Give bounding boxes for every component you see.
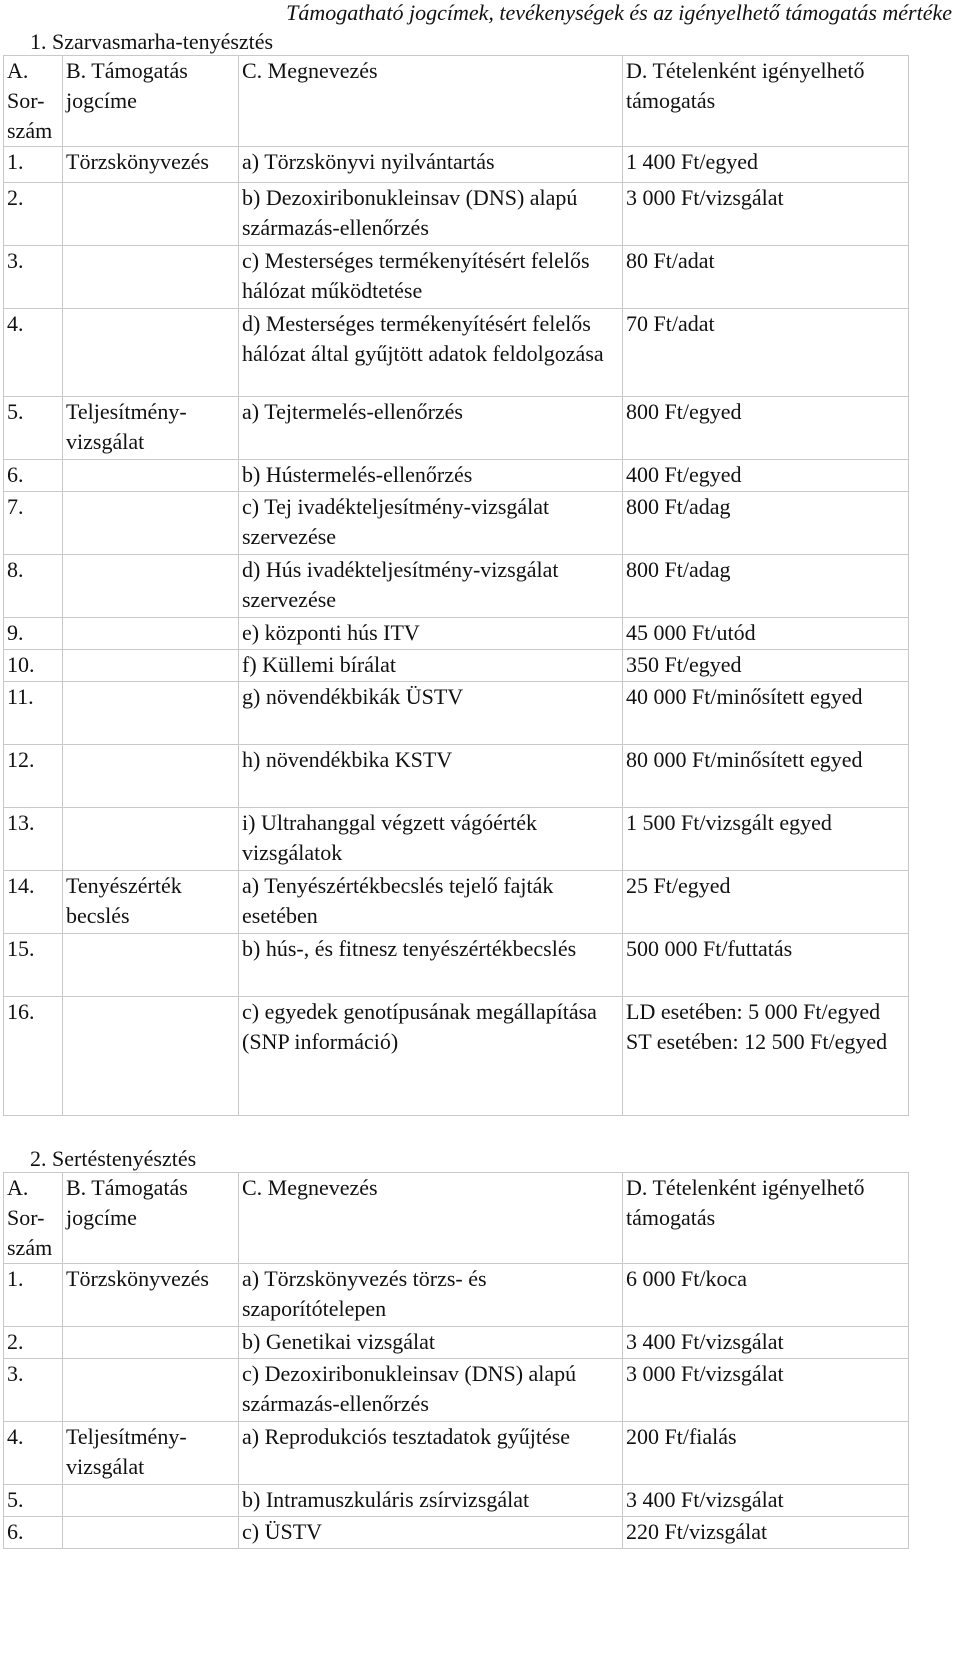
cell-megnevezes: d) Hús ivadékteljesítmény-vizsgálat szervezése bbox=[239, 555, 623, 618]
cell-jogcim: Törzskönyvezés bbox=[63, 147, 239, 183]
table-row bbox=[4, 397, 909, 460]
header-cell-megnevezes: C. Megnevezés bbox=[239, 1173, 623, 1264]
pig-support-table bbox=[3, 1172, 909, 1549]
cell-megnevezes: a) Törzskönyvi nyilvántartás bbox=[239, 147, 623, 183]
cell-jogcim bbox=[63, 745, 239, 808]
table-row bbox=[4, 934, 909, 997]
cell-tamogatas: 800 Ft/adag bbox=[623, 492, 909, 555]
table-row bbox=[4, 1359, 909, 1422]
cell-megnevezes: c) Dezoxiribonukleinsav (DNS) alapú származás-ellenőrzés bbox=[239, 1359, 623, 1422]
cell-tamogatas: 6 000 Ft/koca bbox=[623, 1264, 909, 1327]
cell-jogcim: Törzskönyvezés bbox=[63, 1264, 239, 1327]
cell-megnevezes: h) növendékbika KSTV bbox=[239, 745, 623, 808]
table-row bbox=[4, 492, 909, 555]
table-row bbox=[4, 871, 909, 934]
cell-sorszam: 5. bbox=[4, 397, 63, 460]
table-row bbox=[4, 1327, 909, 1359]
cell-tamogatas: LD esetében: 5 000 Ft/egyed ST esetében: 12 500 Ft/egyed bbox=[623, 997, 909, 1116]
table-row bbox=[4, 1485, 909, 1517]
cell-tamogatas: 80 000 Ft/minősített egyed bbox=[623, 745, 909, 808]
cell-jogcim bbox=[63, 309, 239, 397]
cell-sorszam: 7. bbox=[4, 492, 63, 555]
cell-megnevezes: c) ÜSTV bbox=[239, 1517, 623, 1549]
cell-jogcim bbox=[63, 682, 239, 745]
cell-megnevezes: e) központi hús ITV bbox=[239, 618, 623, 650]
cell-tamogatas: 350 Ft/egyed bbox=[623, 650, 909, 682]
cell-megnevezes: c) Tej ivadékteljesítmény-vizsgálat szervezése bbox=[239, 492, 623, 555]
cell-tamogatas: 1 500 Ft/vizsgált egyed bbox=[623, 808, 909, 871]
cell-megnevezes: g) növendékbikák ÜSTV bbox=[239, 682, 623, 745]
cell-jogcim bbox=[63, 183, 239, 246]
table-row bbox=[4, 650, 909, 682]
cell-sorszam: 1. bbox=[4, 147, 63, 183]
cell-megnevezes: c) egyedek genotípusának megállapítása (SNP információ) bbox=[239, 997, 623, 1116]
cell-sorszam: 15. bbox=[4, 934, 63, 997]
cell-sorszam: 4. bbox=[4, 309, 63, 397]
cell-sorszam: 6. bbox=[4, 1517, 63, 1549]
cell-jogcim bbox=[63, 1517, 239, 1549]
cell-sorszam: 5. bbox=[4, 1485, 63, 1517]
cell-megnevezes: f) Küllemi bírálat bbox=[239, 650, 623, 682]
cell-megnevezes: a) Törzskönyvezés törzs- és szaporítótelepen bbox=[239, 1264, 623, 1327]
cell-jogcim bbox=[63, 246, 239, 309]
cell-sorszam: 4. bbox=[4, 1422, 63, 1485]
cell-tamogatas: 500 000 Ft/futtatás bbox=[623, 934, 909, 997]
table-row bbox=[4, 618, 909, 650]
table-row bbox=[4, 309, 909, 397]
cell-sorszam: 13. bbox=[4, 808, 63, 871]
cell-jogcim bbox=[63, 460, 239, 492]
cell-megnevezes: a) Tejtermelés-ellenőrzés bbox=[239, 397, 623, 460]
cell-megnevezes: d) Mesterséges termékenyítésért felelős hálózat által gyűjtött adatok feldolgozása bbox=[239, 309, 623, 397]
table-row bbox=[4, 1422, 909, 1485]
header-cell-megnevezes: C. Megnevezés bbox=[239, 56, 623, 147]
header-cell-sorszam: A. Sor-szám bbox=[4, 56, 63, 147]
header-cell-jogcim: B. Támogatás jogcíme bbox=[63, 1173, 239, 1264]
section-title-pig: 2. Sertéstenyésztés bbox=[30, 1146, 197, 1171]
page-title: Támogatható jogcímek, tevékenységek és az igényelhető támogatás mértéke bbox=[286, 0, 952, 25]
cell-megnevezes: b) Intramuszkuláris zsírvizsgálat bbox=[239, 1485, 623, 1517]
table-row bbox=[4, 745, 909, 808]
table-row bbox=[4, 682, 909, 745]
header-cell-sorszam: A. Sor-szám bbox=[4, 1173, 63, 1264]
cell-sorszam: 2. bbox=[4, 183, 63, 246]
cell-sorszam: 12. bbox=[4, 745, 63, 808]
cell-jogcim bbox=[63, 934, 239, 997]
cell-tamogatas: 800 Ft/egyed bbox=[623, 397, 909, 460]
cell-tamogatas: 1 400 Ft/egyed bbox=[623, 147, 909, 183]
cell-tamogatas: 3 400 Ft/vizsgálat bbox=[623, 1485, 909, 1517]
header-cell-jogcim: B. Támogatás jogcíme bbox=[63, 56, 239, 147]
table-row bbox=[4, 246, 909, 309]
header-cell-tamogatas: D. Tételenként igényelhető támogatás bbox=[623, 56, 909, 147]
cell-megnevezes: b) hús-, és fitnesz tenyészértékbecslés bbox=[239, 934, 623, 997]
cattle-support-table bbox=[3, 55, 909, 1116]
cell-sorszam: 8. bbox=[4, 555, 63, 618]
cell-tamogatas: 3 000 Ft/vizsgálat bbox=[623, 183, 909, 246]
cell-tamogatas: 3 000 Ft/vizsgálat bbox=[623, 1359, 909, 1422]
cell-sorszam: 2. bbox=[4, 1327, 63, 1359]
cell-megnevezes: i) Ultrahanggal végzett vágóérték vizsgálatok bbox=[239, 808, 623, 871]
cell-tamogatas: 200 Ft/fialás bbox=[623, 1422, 909, 1485]
table-row bbox=[4, 555, 909, 618]
table-row bbox=[4, 147, 909, 183]
cell-sorszam: 3. bbox=[4, 246, 63, 309]
table-row bbox=[4, 1517, 909, 1549]
header-row bbox=[4, 1173, 909, 1264]
cell-megnevezes: a) Reprodukciós tesztadatok gyűjtése bbox=[239, 1422, 623, 1485]
cell-sorszam: 1. bbox=[4, 1264, 63, 1327]
cell-megnevezes: b) Dezoxiribonukleinsav (DNS) alapú származás-ellenőrzés bbox=[239, 183, 623, 246]
cell-tamogatas: 70 Ft/adat bbox=[623, 309, 909, 397]
cell-jogcim bbox=[63, 1485, 239, 1517]
cell-sorszam: 9. bbox=[4, 618, 63, 650]
cell-jogcim: Teljesítmény-vizsgálat bbox=[63, 1422, 239, 1485]
table-row bbox=[4, 1264, 909, 1327]
header-cell-tamogatas: D. Tételenként igényelhető támogatás bbox=[623, 1173, 909, 1264]
cell-jogcim bbox=[63, 808, 239, 871]
table-row bbox=[4, 183, 909, 246]
cell-jogcim bbox=[63, 1327, 239, 1359]
cell-sorszam: 10. bbox=[4, 650, 63, 682]
cell-megnevezes: a) Tenyészértékbecslés tejelő fajták esetében bbox=[239, 871, 623, 934]
cell-megnevezes: b) Hústermelés-ellenőrzés bbox=[239, 460, 623, 492]
cell-tamogatas: 40 000 Ft/minősített egyed bbox=[623, 682, 909, 745]
cell-jogcim bbox=[63, 618, 239, 650]
cell-megnevezes: c) Mesterséges termékenyítésért felelős hálózat működtetése bbox=[239, 246, 623, 309]
cell-tamogatas: 800 Ft/adag bbox=[623, 555, 909, 618]
cell-tamogatas: 25 Ft/egyed bbox=[623, 871, 909, 934]
cell-jogcim bbox=[63, 997, 239, 1116]
cell-tamogatas: 80 Ft/adat bbox=[623, 246, 909, 309]
cell-jogcim bbox=[63, 555, 239, 618]
cell-sorszam: 11. bbox=[4, 682, 63, 745]
cell-jogcim bbox=[63, 1359, 239, 1422]
cell-sorszam: 14. bbox=[4, 871, 63, 934]
cell-sorszam: 3. bbox=[4, 1359, 63, 1422]
table-row bbox=[4, 808, 909, 871]
cell-megnevezes: b) Genetikai vizsgálat bbox=[239, 1327, 623, 1359]
cell-jogcim: Tenyészérték becslés bbox=[63, 871, 239, 934]
cell-tamogatas: 45 000 Ft/utód bbox=[623, 618, 909, 650]
table-row bbox=[4, 460, 909, 492]
cell-jogcim: Teljesítmény-vizsgálat bbox=[63, 397, 239, 460]
cell-sorszam: 16. bbox=[4, 997, 63, 1116]
cell-tamogatas: 3 400 Ft/vizsgálat bbox=[623, 1327, 909, 1359]
table-row bbox=[4, 997, 909, 1116]
header-row bbox=[4, 56, 909, 147]
cell-tamogatas: 220 Ft/vizsgálat bbox=[623, 1517, 909, 1549]
cell-jogcim bbox=[63, 492, 239, 555]
cell-tamogatas: 400 Ft/egyed bbox=[623, 460, 909, 492]
section-title-cattle: 1. Szarvasmarha-tenyésztés bbox=[30, 29, 274, 54]
cell-jogcim bbox=[63, 650, 239, 682]
cell-sorszam: 6. bbox=[4, 460, 63, 492]
